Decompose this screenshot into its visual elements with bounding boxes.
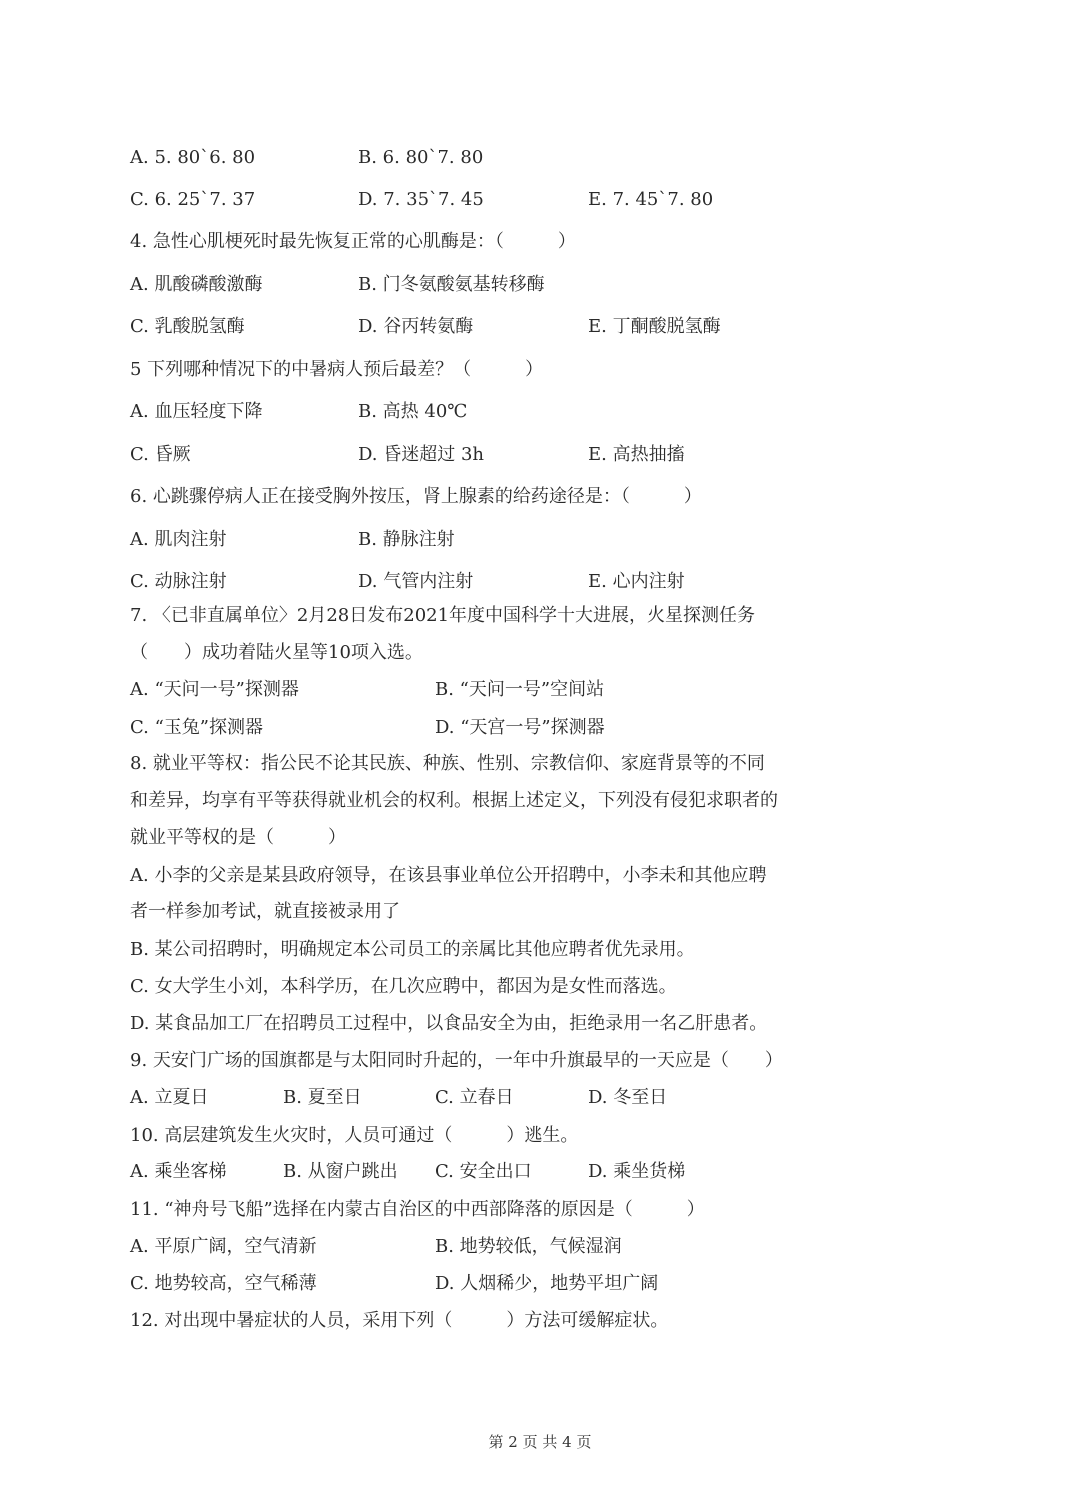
answer-option: C. 地势较高，空气稀薄 (130, 1273, 317, 1294)
question-text: 6. 心跳骤停病人正在接受胸外按压，肾上腺素的给药途径是：（ ） (130, 486, 702, 507)
answer-option: C. 女大学生小刘，本科学历，在几次应聘中，都因为是女性而落选。 (130, 976, 677, 997)
page-footer: 第 2 页 共 4 页 (488, 1433, 592, 1451)
answer-option: B. 门冬氨酸氨基转移酶 (358, 274, 545, 295)
answer-option: C. 昏厥 (130, 444, 191, 465)
question-text: 5 下列哪种情况下的中暑病人预后最差？（ ） (130, 359, 544, 380)
question-text: 7. 〈已非直属单位〉2月28日发布2021年度中国科学十大进展，火星探测任务 (130, 605, 756, 626)
answer-option: D. “天宫一号”探测器 (435, 717, 605, 738)
answer-option: C. “玉兔”探测器 (130, 717, 263, 738)
answer-option: A. 5. 80`6. 80 (130, 147, 256, 168)
answer-option: B. 从窗户跳出 (283, 1161, 398, 1182)
answer-option: D. 乘坐货梯 (588, 1161, 686, 1182)
question-text: 和差异，均享有平等获得就业机会的权利。根据上述定义，下列没有侵犯求职者的 (130, 790, 778, 811)
answer-option: D. 某食品加工厂在招聘员工过程中，以食品安全为由，拒绝录用一名乙肝患者。 (130, 1013, 768, 1034)
answer-option: E. 心内注射 (588, 571, 685, 592)
question-text: 4. 急性心肌梗死时最先恢复正常的心肌酶是：（ ） (130, 231, 576, 252)
answer-option: A. 乘坐客梯 (130, 1161, 227, 1182)
answer-option: C. 动脉注射 (130, 571, 227, 592)
question-text: 10. 高层建筑发生火灾时，人员可通过（ ）逃生。 (130, 1125, 579, 1146)
question-text: 11. “神舟号飞船”选择在内蒙古自治区的中西部降落的原因是（ ） (130, 1199, 705, 1220)
question-text: 就业平等权的是（ ） (130, 827, 346, 848)
answer-option: D. 7. 35`7. 45 (358, 189, 484, 210)
answer-option: C. 立春日 (435, 1087, 514, 1108)
answer-option: A. “天问一号”探测器 (130, 679, 299, 700)
answer-option: A. 平原广阔，空气清新 (130, 1236, 317, 1257)
answer-option: A. 肌酸磷酸激酶 (130, 274, 263, 295)
answer-option: C. 6. 25`7. 37 (130, 189, 256, 210)
answer-option: B. 地势较低，气候湿润 (435, 1236, 622, 1257)
answer-option: B. 6. 80`7. 80 (358, 147, 484, 168)
answer-option: D. 冬至日 (588, 1087, 668, 1108)
answer-option: D. 谷丙转氨酶 (358, 316, 474, 337)
question-text: 8. 就业平等权：指公民不论其民族、种族、性别、宗教信仰、家庭背景等的不同 (130, 753, 765, 774)
question-text: （ ）成功着陆火星等10项入选。 (130, 642, 423, 663)
answer-option: E. 7. 45`7. 80 (588, 189, 714, 210)
answer-option: C. 安全出口 (435, 1161, 532, 1182)
question-text: 12. 对出现中暑症状的人员，采用下列（ ）方法可缓解症状。 (130, 1310, 669, 1331)
answer-option: A. 立夏日 (130, 1087, 209, 1108)
answer-option: E. 丁酮酸脱氢酶 (588, 316, 721, 337)
answer-option: A. 小李的父亲是某县政府领导，在该县事业单位公开招聘中，小李未和其他应聘 (130, 865, 767, 886)
answer-option: B. 高热 40℃ (358, 401, 468, 422)
answer-option: D. 昏迷超过 3h (358, 444, 484, 465)
answer-option: A. 血压轻度下降 (130, 401, 263, 422)
answer-option: B. 夏至日 (283, 1087, 362, 1108)
answer-option: B. 静脉注射 (358, 529, 455, 550)
answer-option: A. 肌肉注射 (130, 529, 227, 550)
answer-option: C. 乳酸脱氢酶 (130, 316, 245, 337)
answer-option: D. 人烟稀少，地势平坦广阔 (435, 1273, 659, 1294)
answer-option: B. “天问一号”空间站 (435, 679, 605, 700)
question-text: 9. 天安门广场的国旗都是与太阳同时升起的，一年中升旗最早的一天应是（ ） (130, 1050, 783, 1071)
question-text: 者一样参加考试，就直接被录用了 (130, 901, 400, 922)
answer-option: D. 气管内注射 (358, 571, 474, 592)
answer-option: E. 高热抽搐 (588, 444, 685, 465)
answer-option: B. 某公司招聘时，明确规定本公司员工的亲属比其他应聘者优先录用。 (130, 939, 695, 960)
